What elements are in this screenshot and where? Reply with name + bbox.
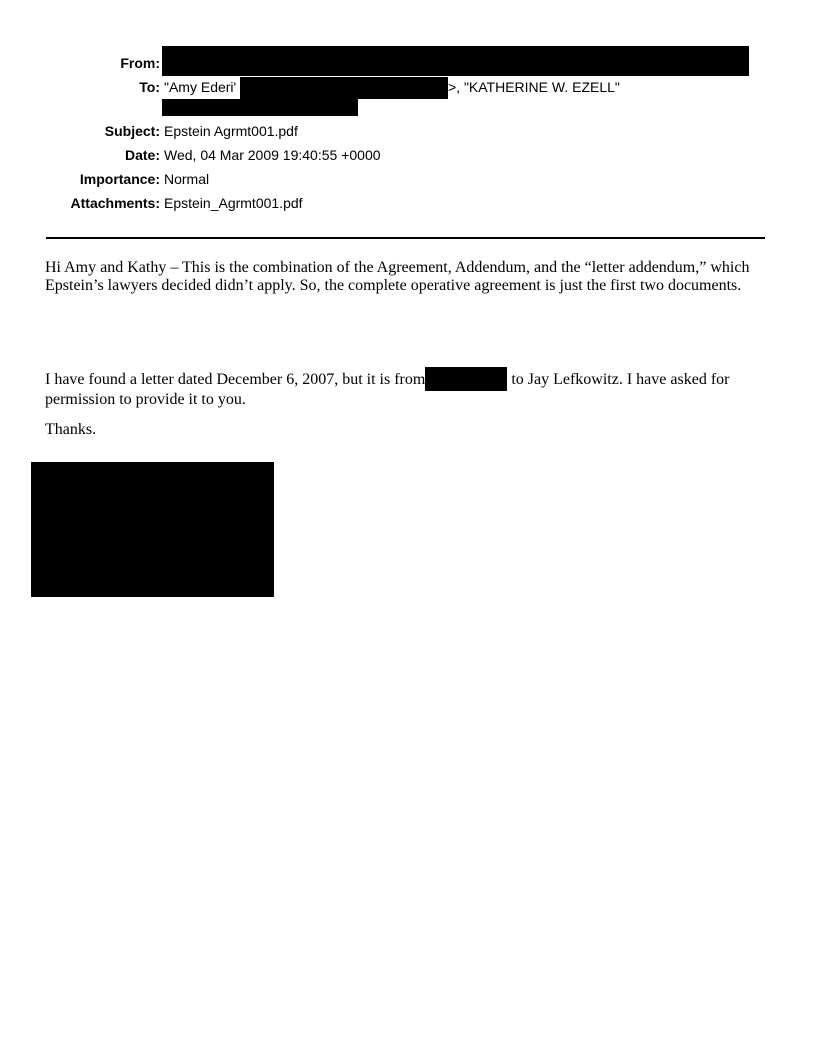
subject-value: Epstein Agrmt001.pdf [164, 123, 298, 139]
date-label: Date: [124, 147, 160, 163]
header-divider [46, 237, 765, 239]
to-redaction-1 [240, 77, 448, 99]
closing-text: Thanks. [45, 421, 97, 438]
attachments-label: Attachments: [70, 195, 160, 211]
body-paragraph-2-end: to Jay Lefkowitz. I have asked for permission to provide it to you. [45, 371, 730, 408]
to-value-end: >, "KATHERINE W. EZELL" [448, 79, 620, 95]
date-value: Wed, 04 Mar 2009 19:40:55 +0000 [164, 147, 381, 163]
body-paragraph-1: Hi Amy and Kathy – This is the combination of the Agreement, Addendum, and the “letter addendum,” which Epstein’s lawyers decided didn’t apply. So, the complete operative agreement is just the first two documents. [45, 259, 750, 294]
to-value-start: "Amy Ederi' [164, 79, 237, 95]
attachment-link[interactable]: Epstein_Agrmt001.pdf [164, 195, 303, 211]
subject-label: Subject: [104, 123, 160, 139]
importance-value: Normal [164, 171, 210, 187]
inline-redaction [425, 367, 507, 391]
body-paragraph-2 [45, 367, 765, 409]
signature-redaction [31, 462, 274, 597]
to-redaction-2 [162, 99, 358, 116]
importance-label: Importance: [79, 171, 160, 187]
body-paragraph-2-start: I have found a letter dated December 6, 2007, but it is from [45, 371, 426, 388]
to-label: To: [139, 79, 160, 95]
from-redaction [162, 46, 749, 76]
from-label: From: [120, 55, 160, 71]
